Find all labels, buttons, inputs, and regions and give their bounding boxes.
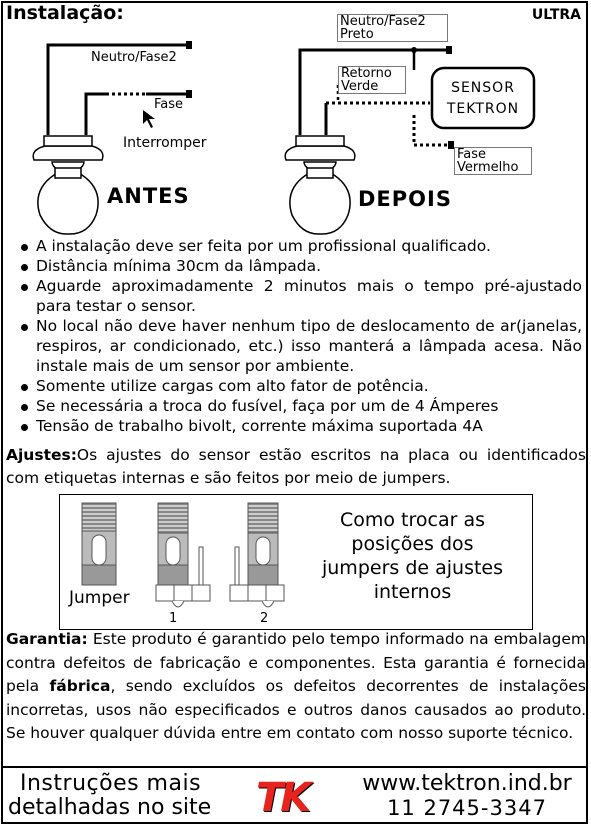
jumper-icon (82, 503, 116, 585)
antes-cut-label: Interromper (123, 135, 207, 151)
ajustes-paragraph (6, 444, 586, 490)
position-1-label: 1 (169, 611, 178, 626)
jumper-caption: Como trocar as posições dos jumpers de ajustes internos (321, 509, 504, 603)
list-item: No local não deve haver nenhum tipo de deslocamento de ar(janelas, respiros, ar condicionado, etc.) isso manterá a lâmpada acesa. Não instale mais de um sensor por ambiente. (22, 316, 582, 376)
footer-left-text: Instruções mais detalhadas no site (8, 771, 212, 820)
footer-divider (2, 766, 587, 768)
website-link[interactable]: www.tektron.ind.br (362, 771, 572, 796)
tektron-logo: TK (256, 775, 309, 821)
neutral-wire-box: Neutro/Fase2 Preto (337, 14, 448, 42)
list-item: Se necessária a troca do fusível, faça por um de 4 Ámperes (22, 396, 582, 416)
list-item: A instalação deve ser feita por um profissional qualificado. (22, 236, 582, 256)
antes-neutral-label: Neutro/Fase2 (91, 50, 177, 65)
sensor-label: SENSOR TEKTRON (446, 80, 520, 117)
jumper-position-1-icon (156, 503, 210, 607)
garantia-paragraph: Garantia: Este produto é garantido pelo tempo informado na embalagem contra defeitos de fabricação e componentes. Esta garantia é fornecida pela fábrica, sendo excluídos os defeitos decorrentes de instalações incorretas, usos não especificados e outros danos causados ao produto. Se houver qualquer dúvida entre em contato com nosso suporte técnico. (6, 630, 587, 743)
jumper-position-2-icon (230, 503, 284, 607)
list-item: Aguarde aproximadamente 2 minutos mais o tempo pré-ajustado para testar o sensor. (22, 276, 582, 316)
model-name: ULTRA (531, 7, 581, 23)
list-item: Tensão de trabalho bivolt, corrente máxima suportada 4A (22, 416, 582, 436)
ajustes-label: Ajustes: (6, 446, 77, 464)
depois-caption: DEPOIS (358, 187, 452, 211)
position-2-label: 2 (260, 611, 269, 626)
jumper-label: Jumper (69, 588, 130, 608)
cursor-arrow-icon (143, 110, 155, 128)
footer-right-text (347, 772, 587, 820)
return-wire-box: Retorno Verde (338, 66, 406, 94)
page-title: Instalação: (6, 2, 124, 24)
antes-caption: ANTES (107, 184, 190, 208)
instructions-list (22, 236, 582, 436)
antes-phase-label: Fase (154, 97, 184, 112)
phone-number: 11 2745-3347 (387, 796, 547, 820)
ajustes-text: Os ajustes do sensor estão escritos na placa ou identificados com etiquetas internas e são feitos por meio de jumpers. (6, 446, 586, 487)
garantia-label: Garantia: (6, 630, 88, 648)
lamp-icon (33, 136, 103, 234)
list-item: Somente utilize cargas com alto fator de potência. (22, 376, 582, 396)
phase-wire-box: Fase Vermelho (454, 147, 532, 175)
list-item: Distância mínima 30cm da lâmpada. (22, 256, 582, 276)
lamp-icon (285, 136, 355, 234)
